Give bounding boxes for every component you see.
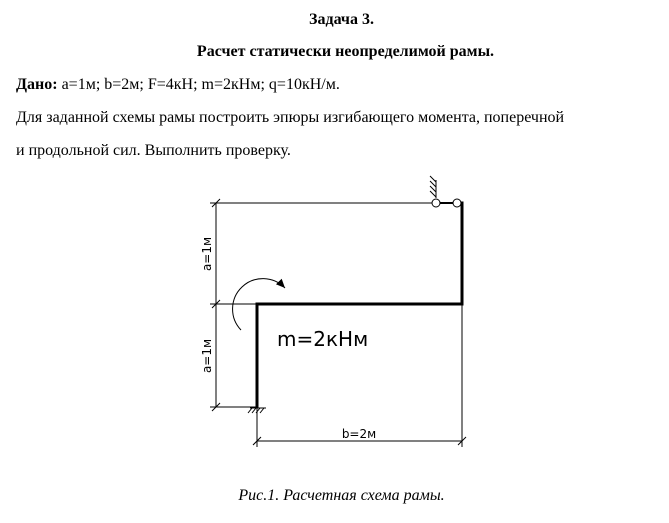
given-values: a=1м; b=2м; F=4кН; m=2кНм; q=10кН/м.: [61, 76, 340, 93]
task-title: Задача 3.: [309, 11, 374, 28]
task-subtitle: Расчет статически неопределимой рамы.: [196, 43, 495, 60]
figure-caption: Рис.1. Расчетная схема рамы.: [238, 487, 445, 504]
description-line-2: и продольной сил. Выполнить проверку.: [16, 142, 291, 159]
description-line-1: Для заданной схемы рамы построить эпюры изгибающего момента, поперечной: [16, 109, 565, 126]
dimension-label-lower: a=1м: [200, 338, 214, 374]
moment-label: m=2кНм: [277, 327, 369, 351]
dimension-label-bottom: b=2м: [341, 427, 377, 441]
dimension-label-upper: a=1м: [200, 236, 214, 272]
given-label: Дано:: [16, 76, 58, 93]
